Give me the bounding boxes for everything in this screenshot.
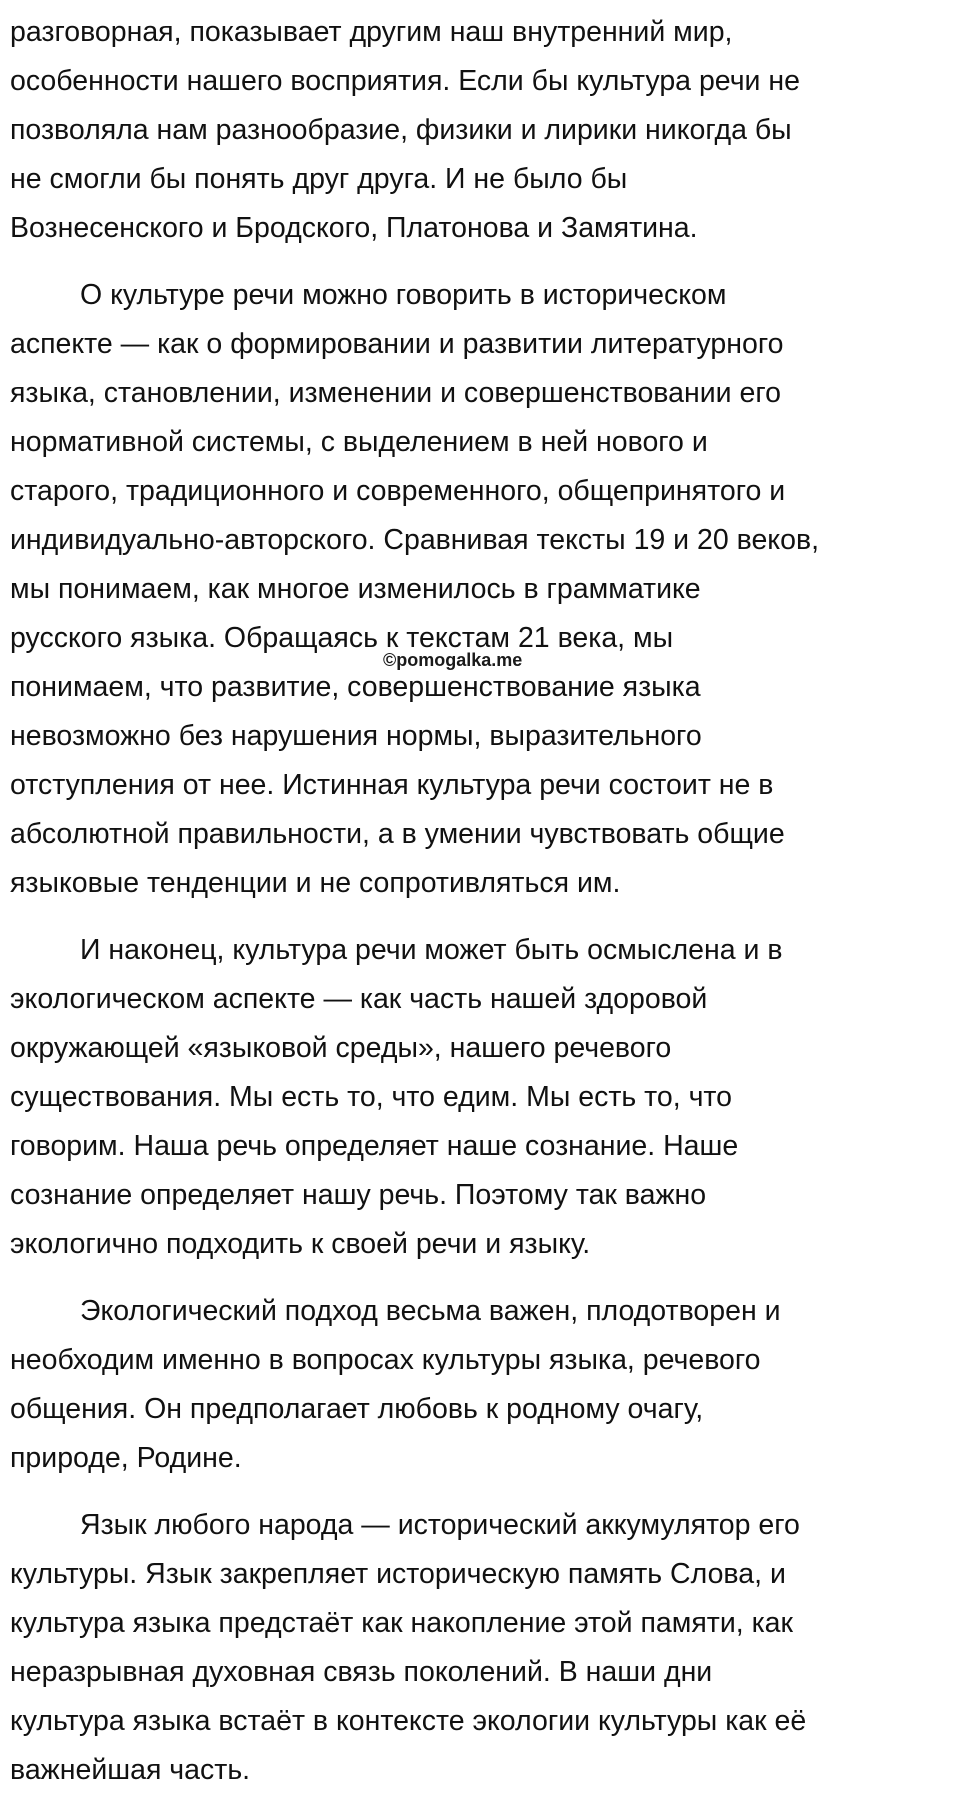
text-line: говорим. Наша речь определяет наше сознание. Наше bbox=[10, 1130, 739, 1162]
text-line: важнейшая часть. bbox=[10, 1754, 251, 1786]
text-line: отступления от нее. Истинная культура речи состоит не в bbox=[10, 769, 774, 801]
paragraph-1 bbox=[10, 8, 950, 253]
text-line: необходим именно в вопросах культуры языка, речевого bbox=[10, 1344, 761, 1376]
text-line: языка, становлении, изменении и совершенствовании его bbox=[10, 377, 781, 409]
text-line: культура языка встаёт в контексте экологии культуры как её bbox=[10, 1705, 807, 1737]
text-line: неразрывная духовная связь поколений. В наши дни bbox=[10, 1656, 713, 1688]
document-body bbox=[10, 8, 950, 1795]
text-line: русского языка. Обращаясь к текстам 21 века, мы bbox=[10, 622, 674, 654]
text-line: экологично подходить к своей речи и языку. bbox=[10, 1228, 591, 1260]
text-line: индивидуально-авторского. Сравнивая тексты 19 и 20 веков, bbox=[10, 524, 820, 556]
text-line-indented: О культуре речи можно говорить в историческом bbox=[80, 279, 727, 311]
watermark: ©pomogalka.me bbox=[383, 650, 523, 670]
paragraph-5 bbox=[10, 1501, 950, 1795]
text-line: окружающей «языковой среды», нашего речевого bbox=[10, 1032, 672, 1064]
text-line: позволяла нам разнообразие, физики и лирики никогда бы bbox=[10, 114, 792, 146]
text-line: не смогли бы понять друг друга. И не было бы bbox=[10, 163, 628, 195]
text-line: экологическом аспекте — как часть нашей здоровой bbox=[10, 983, 708, 1015]
text-line-indented: Экологический подход весьма важен, плодотворен и bbox=[80, 1295, 781, 1327]
text-line-indented: Язык любого народа — исторический аккумулятор его bbox=[80, 1509, 800, 1541]
text-line: существования. Мы есть то, что едим. Мы есть то, что bbox=[10, 1081, 733, 1113]
text-line: особенности нашего восприятия. Если бы культура речи не bbox=[10, 65, 800, 97]
text-line: старого, традиционного и современного, общепринятого и bbox=[10, 475, 786, 507]
text-line-indented: И наконец, культура речи может быть осмыслена и в bbox=[80, 934, 783, 966]
text-line: мы понимаем, как многое изменилось в грамматике bbox=[10, 573, 701, 605]
text-line: невозможно без нарушения нормы, выразительного bbox=[10, 720, 702, 752]
text-line: аспекте — как о формировании и развитии литературного bbox=[10, 328, 784, 360]
paragraph-4 bbox=[10, 1287, 950, 1483]
text-line: сознание определяет нашу речь. Поэтому так важно bbox=[10, 1179, 707, 1211]
text-line: Вознесенского и Бродского, Платонова и Замятина. bbox=[10, 212, 698, 244]
text-line: абсолютной правильности, а в умении чувствовать общие bbox=[10, 818, 785, 850]
text-line: разговорная, показывает другим наш внутренний мир, bbox=[10, 16, 733, 48]
text-line: понимаем, что развитие, совершенствование языка bbox=[10, 671, 701, 703]
paragraph-2 bbox=[10, 271, 950, 908]
text-line: культура языка предстаёт как накопление этой памяти, как bbox=[10, 1607, 793, 1639]
text-line: природе, Родине. bbox=[10, 1442, 242, 1474]
text-line: культуры. Язык закрепляет историческую память Слова, и bbox=[10, 1558, 786, 1590]
text-line: нормативной системы, с выделением в ней нового и bbox=[10, 426, 708, 458]
text-line: общения. Он предполагает любовь к родному очагу, bbox=[10, 1393, 704, 1425]
text-line: языковые тенденции и не сопротивляться им. bbox=[10, 867, 621, 899]
paragraph-3 bbox=[10, 926, 950, 1269]
